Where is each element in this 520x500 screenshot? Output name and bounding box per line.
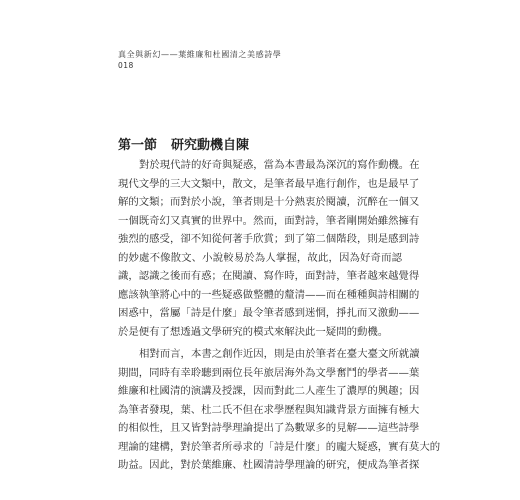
paragraph-2-line-1: 相對而言，本書之創作近因，則是由於筆者在臺大臺文所就讀: [139, 348, 420, 360]
paragraph-1-line-6: 的妙處不像散文、小說較易於為人掌握，故此，因為好奇而認: [118, 251, 402, 264]
paragraph-2-line-3: 維廉和杜國清的演講及授課，因而對此二人產生了濃厚的興趣；因: [118, 385, 420, 397]
paragraph-1-line-5: 強烈的感受，卻不知從何著手欣賞；到了第二個階段，則是感到詩: [118, 233, 420, 245]
body-text: [118, 156, 441, 475]
paragraph-2-line-6: 理論的建構，對於筆者所尋求的「詩是什麼」的龐大疑惑，實有莫大的: [118, 440, 441, 453]
paragraph-2-line-2: 期間，同時有幸聆聽到兩位長年旅居海外為文學奮鬥的學者——葉: [118, 366, 420, 379]
paragraph-2-line-4: 為筆者發現，葉、杜二氏不但在求學歷程與知識背景方面擁有極大: [118, 403, 420, 416]
paragraph-1-line-1: 對於現代詩的好奇與疑惑，當為本書最為深沉的寫作動機。在: [139, 159, 420, 171]
paragraph-1-line-9: 困惑中，當屬「詩是什麼」最令筆者感到迷惘，掙扎而又激動——: [118, 307, 420, 319]
paragraph-2-line-5: 的相似性，且又皆對詩學理論提出了為數眾多的見解——這些詩學: [118, 422, 420, 434]
running-head-title: 真全與新幻——葉維廉和杜國清之美感詩學: [118, 50, 282, 59]
paragraph-1-line-4: 一個既奇幻又真實的世界中。然而，面對詩，筆者剛開始雖然擁有: [118, 214, 420, 227]
paragraph-1-line-3: 解的文類；而對於小說，筆者則是十分熱衷於閱讀，沉醉在一個又: [118, 196, 420, 208]
page-number: 018: [118, 61, 134, 70]
paragraph-1-line-8: 應該執筆將心中的一些疑惑做整體的釐清——而在種種與詩相關的: [118, 288, 420, 301]
paragraph-1-line-2: 現代文學的三大文類中，散文，是筆者最早進行創作，也是最早了: [118, 177, 420, 190]
paragraph-1-line-10: 於是便有了想透過文學研究的模式來解決此一疑問的動機。: [118, 325, 389, 338]
section-heading: [118, 134, 249, 153]
paragraph-1-line-7: 識，認識之後而有惑；在閱讀、寫作時，面對詩，筆者越來越覺得: [118, 270, 420, 282]
section-number: 第一節: [118, 138, 158, 153]
section-title: 研究動機自陳: [171, 138, 250, 153]
paragraph-2-line-7: 助益。因此，對於葉維廉、杜國清詩學理論的研究，便成為筆者探: [118, 459, 420, 471]
